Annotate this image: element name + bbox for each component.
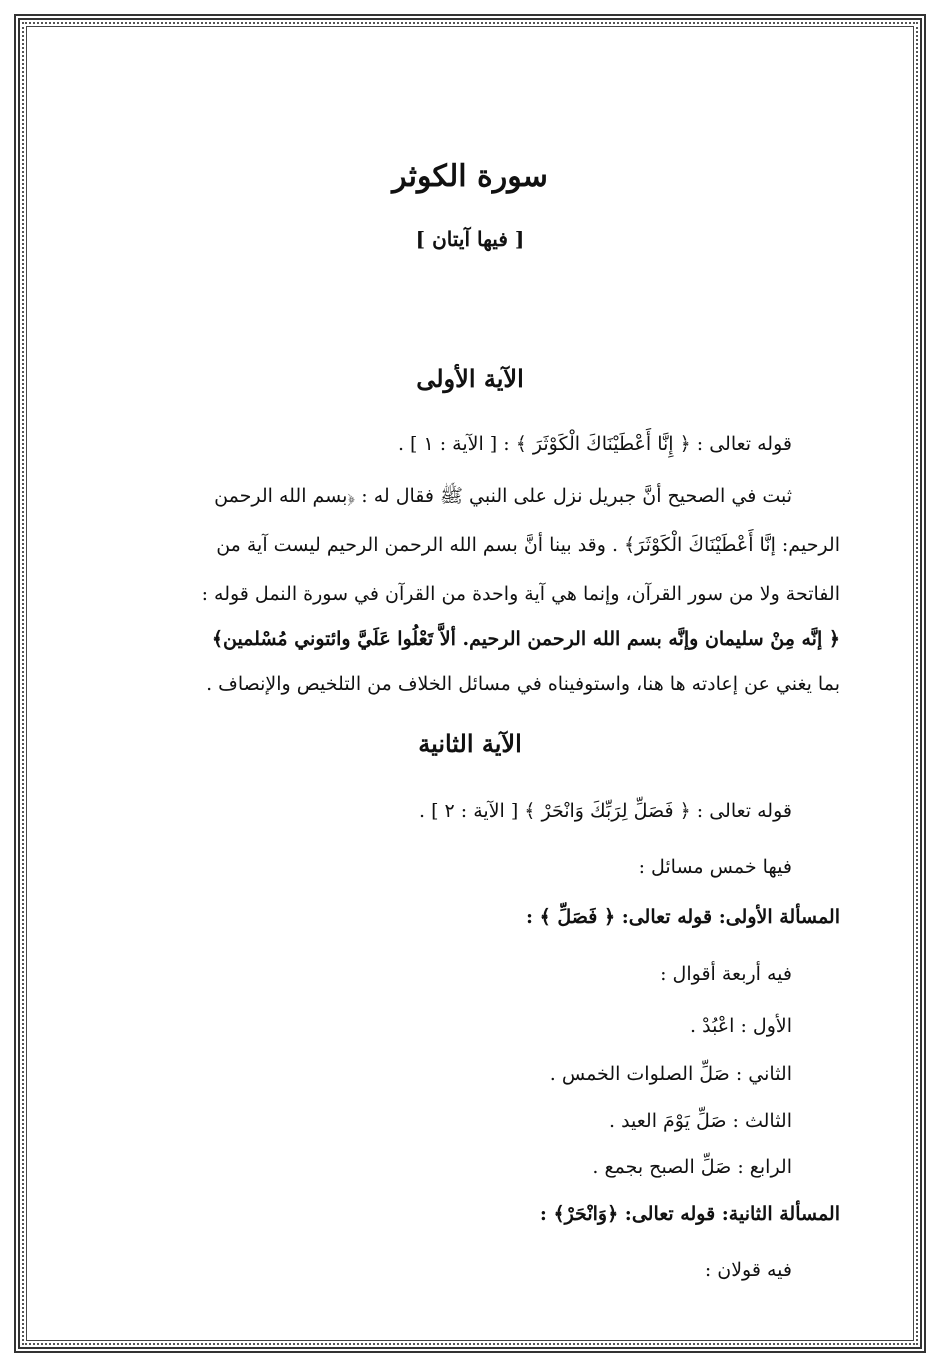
masala1-item-4: الرابع : صَلِّ الصبح بجمع . bbox=[592, 1156, 792, 1178]
ayah1-heading: الآية الأولى bbox=[416, 364, 524, 393]
ayah1-line-1: ثبت في الصحيح أنَّ جبريل نزل على النبي ﷺ فقال له : ﴿بسم الله الرحمن bbox=[214, 485, 792, 507]
ayah1-line-4: ﴿ إنَّه مِنْ سليمان وإنَّه بسم الله الرحمن الرحيم. ألاَّ تَعْلُوا عَلَيَّ وائتوني مُسْلمين﴾ bbox=[211, 628, 840, 650]
masala2-heading: المسألة الثانية: قوله تعالى: ﴿وَانْحَرْ﴾ : bbox=[539, 1203, 840, 1225]
ayah1-line-5: بما يغني عن إعادته ها هنا، واستوفيناه في مسائل الخلاف من التلخيص والإنصاف . bbox=[206, 673, 840, 695]
masala1-heading: المسألة الأولى: قوله تعالى: ﴿ فَصَلِّ ﴾ : bbox=[526, 906, 840, 928]
ayah1-line-2: الرحيم: إنَّا أَعْطَيْنَاكَ الْكَوْثَرَ﴾ . وقد بينا أنَّ بسم الله الرحمن الرحيم ليست آية من bbox=[216, 534, 840, 556]
document-page bbox=[100, 140, 840, 1290]
masala2-intro: فيه قولان : bbox=[704, 1259, 792, 1281]
ayah2-quote: قوله تعالى : ﴿ فَصَلِّ لِرَبِّكَ وَانْحَرْ ﴾ [ الآية : ٢ ] . bbox=[418, 800, 792, 822]
surah-title: سورة الكوثر bbox=[392, 159, 548, 194]
masala1-item-2: الثاني : صَلِّ الصلوات الخمس . bbox=[549, 1063, 792, 1085]
masala1-item-1: الأول : اعْبُدْ . bbox=[690, 1015, 792, 1037]
masala1-intro: فيه أربعة أقوال : bbox=[660, 963, 792, 985]
ayah1-line-3: الفاتحة ولا من سور القرآن، وإنما هي آية واحدة من القرآن في سورة النمل قوله : bbox=[201, 583, 840, 605]
masala1-item-3: الثالث : صَلِّ يَوْمَ العيد . bbox=[608, 1110, 792, 1132]
surah-subtitle: [ فيها آيتان ] bbox=[415, 227, 525, 251]
ayah2-heading: الآية الثانية bbox=[418, 729, 522, 758]
ayah1-quote: قوله تعالى : ﴿ إِنَّا أَعْطَيْنَاكَ الْكَوْثَرَ ﴾ : [ الآية : ١ ] . bbox=[397, 433, 792, 455]
ayah2-intro: فيها خمس مسائل : bbox=[638, 856, 792, 878]
